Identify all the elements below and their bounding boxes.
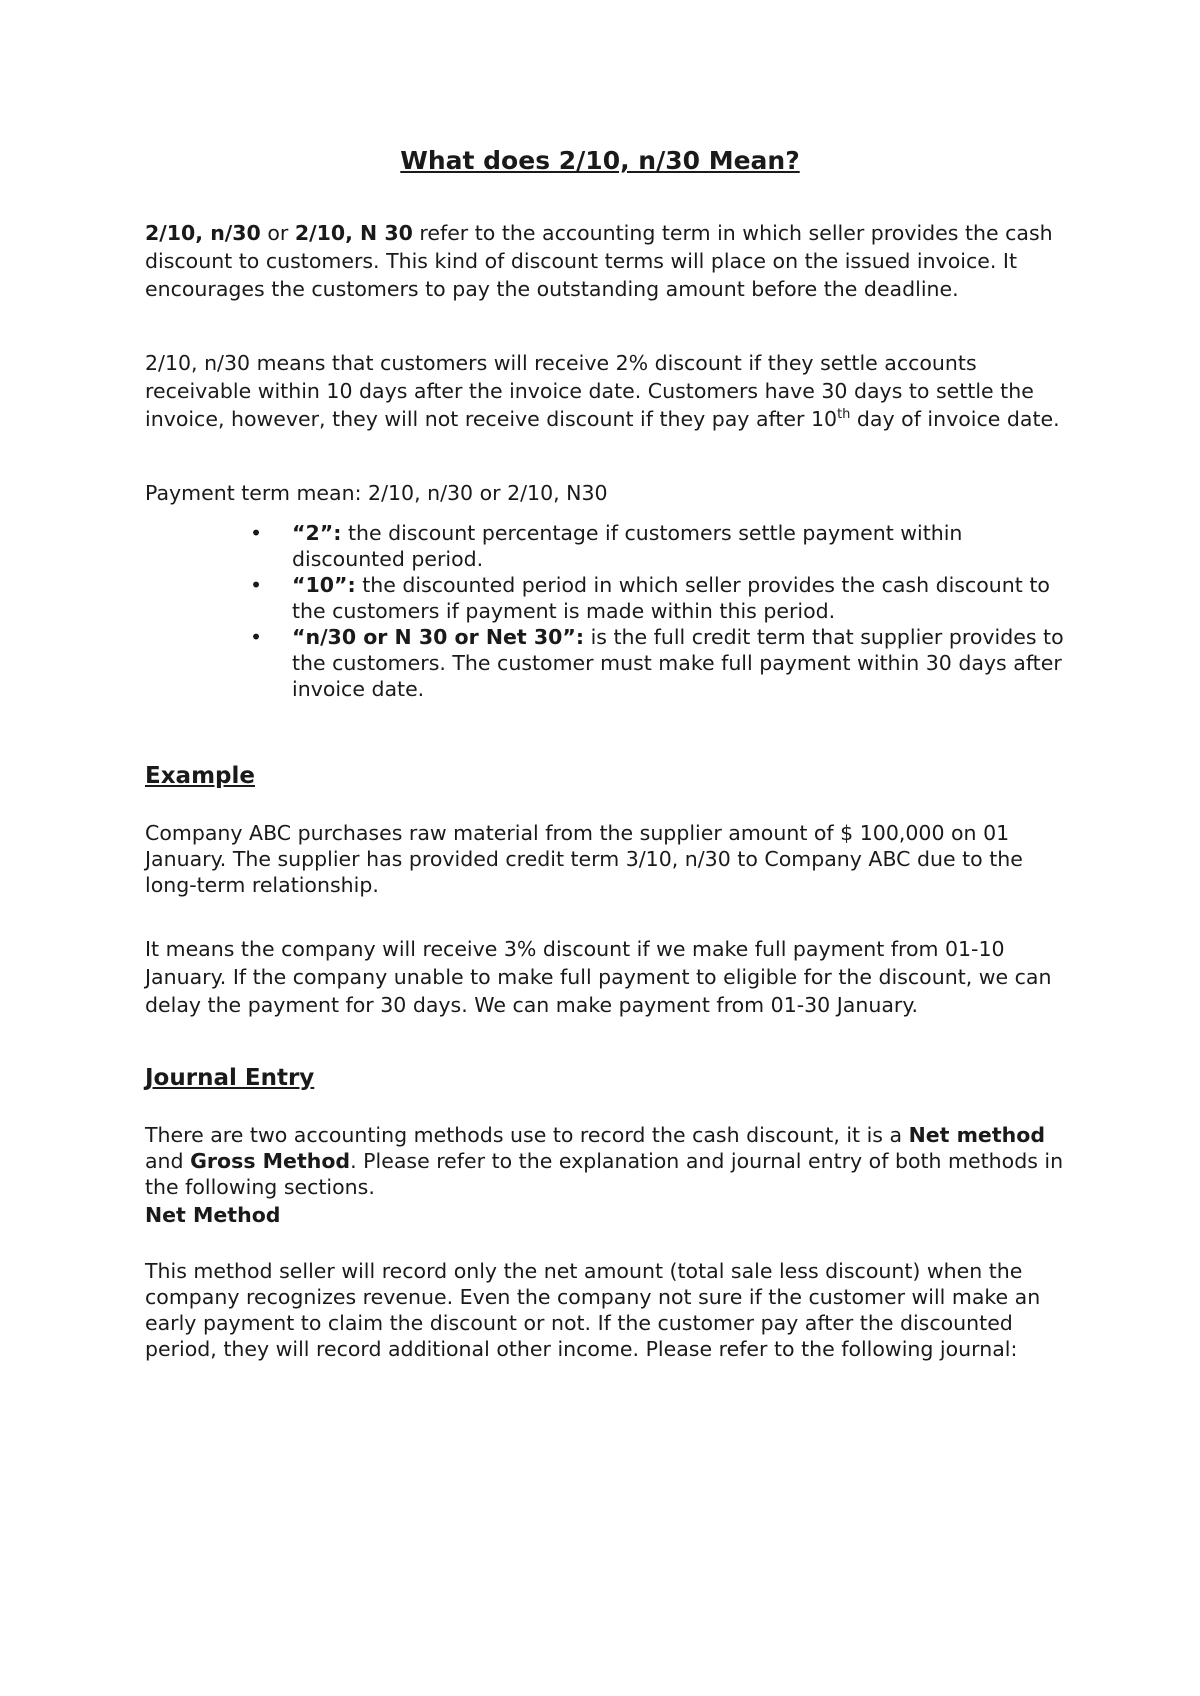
example-heading: Example [145,763,255,789]
bullet-item-2 [145,520,1070,572]
bullet-item-net30 [145,624,1070,702]
meaning-text-end: day of invoice date. [850,407,1060,431]
journal-paragraph [145,1122,1070,1200]
term-bullet-list [145,520,1070,702]
journal-and: and [145,1149,191,1173]
intro-term-1: 2/10, n/30 [145,221,261,245]
bullet-text: the discounted period in which seller provides the cash discount to the customers if payment is made within this period. [292,573,1050,623]
journal-entry-heading: Journal Entry [145,1065,315,1091]
bullet-text: the discount percentage if customers settle payment within discounted period. [292,521,963,571]
example-paragraph-1: Company ABC purchases raw material from the supplier amount of $ 100,000 on 01 January. The supplier has provided credit term 3/10, n/30 to Company ABC due to the long-term relationship. [145,821,1023,897]
bullet-label: “10”: [292,573,356,597]
payment-term-line: Payment term mean: 2/10, n/30 or 2/10, N30 [145,481,608,505]
bullet-item-10 [145,572,1070,624]
journal-text-start: There are two accounting methods use to record the cash discount, it is a [145,1123,909,1147]
net-method-paragraph: This method seller will record only the net amount (total sale less discount) when the company recognizes revenue. Even the company not sure if the customer will make an early payment to claim the discount or not. If the customer pay after the discounted period, they will record additional other income. Please refer to the following journal: [145,1259,1041,1361]
meaning-paragraph [145,349,1070,433]
intro-or: or [260,221,295,245]
bullet-label: “n/30 or N 30 or Net 30”: [292,625,585,649]
bullet-dot-icon: • [250,625,263,649]
gross-method-term: Gross Method [190,1149,351,1173]
example-paragraph-2: It means the company will receive 3% discount if we make full payment from 01-10 January. If the company unable to make full payment to eligible for the discount, we can delay the payment for 30 days. We can make payment from 01-30 January. [145,937,1052,1017]
journal-text-end: . Please refer to the explanation and journal entry of both methods in the following sections. [145,1149,1064,1199]
page-title: What does 2/10, n/30 Mean? [400,146,800,175]
bullet-dot-icon: • [250,521,263,545]
intro-rest: refer to the accounting term in which seller provides the cash discount to customers. This kind of discount terms will place on the issued invoice. It encourages the customers to pay the outstanding amount before the deadline. [145,221,1053,301]
bullet-text: is the full credit term that supplier provides to the customers. The customer must make full payment within 30 days after invoice date. [292,625,1064,701]
bullet-label: “2”: [292,521,342,545]
intro-term-2: 2/10, N 30 [294,221,413,245]
meaning-text: 2/10, n/30 means that customers will receive 2% discount if they settle accounts receivable within 10 days after the invoice date. Customers have 30 days to settle the invoice, however, they will not receive discount if they pay after 10 [145,351,1034,431]
meaning-superscript: th [837,407,851,422]
bullet-dot-icon: • [250,573,263,597]
net-method-term: Net method [908,1123,1045,1147]
intro-paragraph [145,219,1070,303]
net-method-heading: Net Method [145,1203,281,1227]
